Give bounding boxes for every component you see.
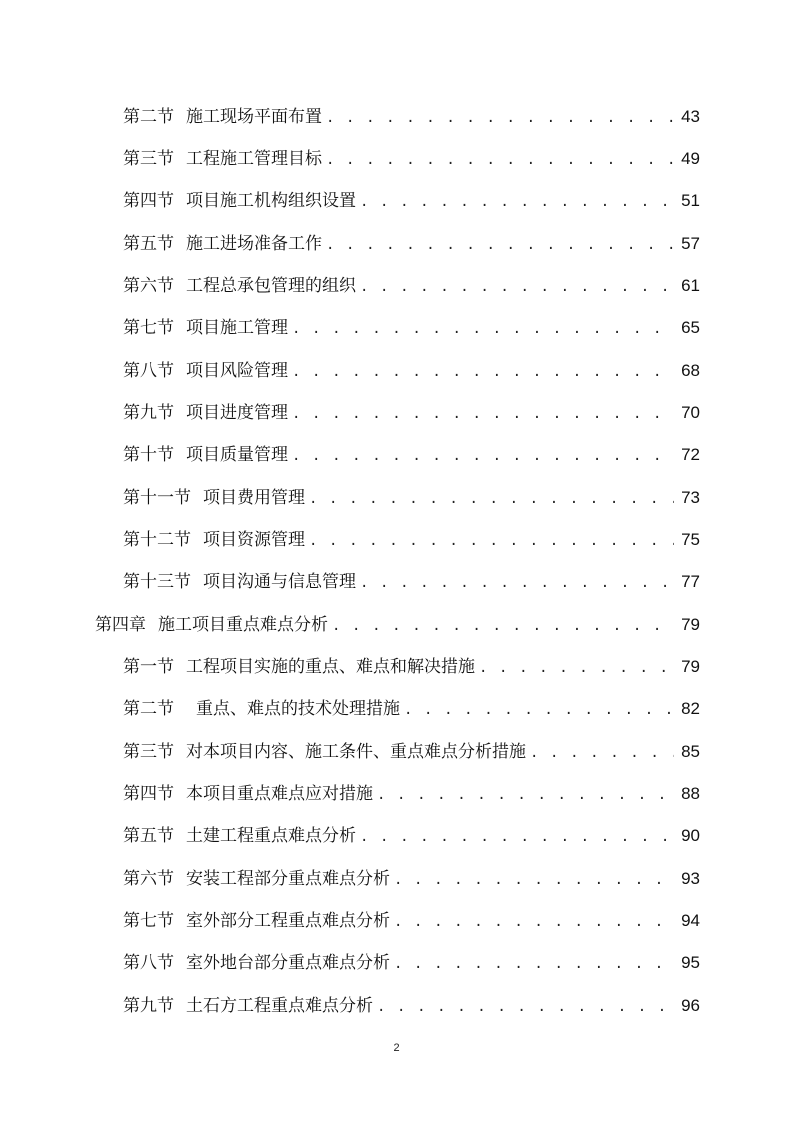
toc-entry-title: 施工项目重点难点分析	[158, 615, 328, 635]
toc-entry-title: 项目质量管理	[186, 445, 288, 465]
toc-entry-page: 96	[681, 996, 700, 1015]
toc-dot-leader	[292, 314, 674, 344]
toc-entry[interactable]	[123, 906, 700, 936]
toc-entry-title: 工程总承包管理的组织	[186, 276, 356, 296]
toc-entry[interactable]	[123, 864, 700, 894]
toc-entry-page: 43	[681, 107, 700, 126]
toc-entry-title: 工程施工管理目标	[186, 149, 322, 169]
toc-entry-number: 第一节	[123, 657, 174, 677]
toc-entry-title: 项目施工管理	[186, 318, 288, 338]
toc-entry[interactable]	[123, 229, 700, 259]
toc-dot-leader	[326, 145, 674, 175]
toc-entry-number: 第十节	[123, 445, 174, 465]
toc-chapter-entry[interactable]	[95, 610, 700, 640]
toc-dot-leader	[326, 103, 674, 133]
toc-entry-title: 土建工程重点难点分析	[186, 826, 356, 846]
toc-entry-number: 第六节	[123, 869, 174, 889]
toc-entry-title: 重点、难点的技术处理措施	[196, 699, 400, 719]
toc-entry[interactable]	[123, 356, 700, 386]
toc-entry-number: 第九节	[123, 403, 174, 423]
toc-entry[interactable]	[123, 694, 700, 724]
toc-entry[interactable]	[123, 440, 700, 470]
toc-entry[interactable]	[123, 144, 700, 174]
toc-entry-title: 安装工程部分重点难点分析	[186, 869, 390, 889]
toc-entry[interactable]	[123, 186, 700, 216]
toc-dot-leader	[309, 484, 674, 514]
toc-dot-leader	[394, 907, 674, 937]
toc-entry[interactable]	[123, 398, 700, 428]
toc-entry-title: 室外地台部分重点难点分析	[186, 953, 390, 973]
toc-entry-title: 室外部分工程重点难点分析	[186, 911, 390, 931]
toc-entry-number: 第七节	[123, 318, 174, 338]
toc-dot-leader	[292, 399, 674, 429]
toc-entry-number: 第二节	[123, 699, 174, 719]
toc-entry-title: 项目进度管理	[186, 403, 288, 423]
toc-entry[interactable]	[123, 737, 700, 767]
toc-entry-page: 93	[681, 869, 700, 888]
toc-entry[interactable]	[123, 483, 700, 513]
toc-entry-number: 第四节	[123, 784, 174, 804]
toc-entry-number: 第六节	[123, 276, 174, 296]
toc-entry-number: 第十一节	[123, 488, 191, 508]
toc-entry[interactable]	[123, 652, 700, 682]
toc-entry-page: 94	[681, 911, 700, 930]
toc-dot-leader	[309, 526, 674, 556]
toc-entry-title: 施工进场准备工作	[186, 234, 322, 254]
toc-entry-number: 第五节	[123, 234, 174, 254]
toc-entry-page: 72	[681, 445, 700, 464]
page-number: 2	[393, 1042, 400, 1054]
toc-entry-page: 70	[681, 403, 700, 422]
toc-entry-page: 95	[681, 953, 700, 972]
toc-dot-leader	[292, 441, 674, 471]
toc-entry-page: 61	[681, 276, 700, 295]
toc-dot-leader	[377, 780, 674, 810]
toc-entry-title: 项目施工机构组织设置	[186, 191, 356, 211]
toc-entry[interactable]	[123, 779, 700, 809]
toc-dot-leader	[292, 357, 674, 387]
toc-entry-page: 73	[681, 488, 700, 507]
toc-entry-page: 57	[681, 234, 700, 253]
toc-entry-title: 项目风险管理	[186, 361, 288, 381]
toc-entry-page: 68	[681, 361, 700, 380]
toc-dot-leader	[394, 865, 674, 895]
toc-entry[interactable]	[123, 525, 700, 555]
toc-entry-page: 51	[681, 191, 700, 210]
toc-entry-number: 第三节	[123, 149, 174, 169]
toc-entry-title: 项目资源管理	[203, 530, 305, 550]
toc-dot-leader	[530, 738, 674, 768]
toc-dot-leader	[479, 653, 674, 683]
toc-entry-number: 第九节	[123, 996, 174, 1016]
toc-entry-page: 88	[681, 784, 700, 803]
toc-entry-number: 第十三节	[123, 572, 191, 592]
toc-entry-page: 49	[681, 149, 700, 168]
toc-dot-leader	[360, 272, 674, 302]
toc-entry-title: 本项目重点难点应对措施	[186, 784, 373, 804]
toc-entry-number: 第四章	[95, 615, 146, 635]
toc-entry-number: 第十二节	[123, 530, 191, 550]
toc-entry-title: 项目费用管理	[203, 488, 305, 508]
toc-entry-number: 第四节	[123, 191, 174, 211]
toc-entry-page: 85	[681, 742, 700, 761]
toc-dot-leader	[404, 695, 674, 725]
toc-entry-number: 第七节	[123, 911, 174, 931]
toc-entry-page: 65	[681, 318, 700, 337]
toc-entry-title: 土石方工程重点难点分析	[186, 996, 373, 1016]
toc-entry[interactable]	[123, 948, 700, 978]
toc-entry-title: 对本项目内容、施工条件、重点难点分析措施	[186, 742, 526, 762]
toc-entry-page: 79	[681, 657, 700, 676]
toc-entry-page: 82	[681, 699, 700, 718]
toc-entry[interactable]	[123, 567, 700, 597]
toc-entry-number: 第八节	[123, 953, 174, 973]
toc-dot-leader	[332, 611, 674, 641]
toc-entry-number: 第五节	[123, 826, 174, 846]
toc-entry-page: 90	[681, 826, 700, 845]
toc-entry[interactable]	[123, 271, 700, 301]
toc-entry-number: 第三节	[123, 742, 174, 762]
toc-entry[interactable]	[123, 313, 700, 343]
toc-dot-leader	[377, 992, 674, 1022]
toc-entry-title: 工程项目实施的重点、难点和解决措施	[186, 657, 475, 677]
toc-dot-leader	[326, 230, 674, 260]
toc-entry-number: 第二节	[123, 107, 174, 127]
toc-dot-leader	[360, 187, 674, 217]
toc-entry-page: 75	[681, 530, 700, 549]
toc-entry-number: 第八节	[123, 361, 174, 381]
toc-entry[interactable]	[123, 821, 700, 851]
toc-dot-leader	[394, 949, 674, 979]
toc-dot-leader	[360, 822, 674, 852]
toc-entry-page: 77	[681, 572, 700, 591]
toc-entry-title: 施工现场平面布置	[186, 107, 322, 127]
toc-entry-page: 79	[681, 615, 700, 634]
toc-entry[interactable]	[123, 991, 700, 1021]
toc-dot-leader	[360, 568, 674, 598]
toc-entry-title: 项目沟通与信息管理	[203, 572, 356, 592]
toc-entry[interactable]	[123, 102, 700, 132]
